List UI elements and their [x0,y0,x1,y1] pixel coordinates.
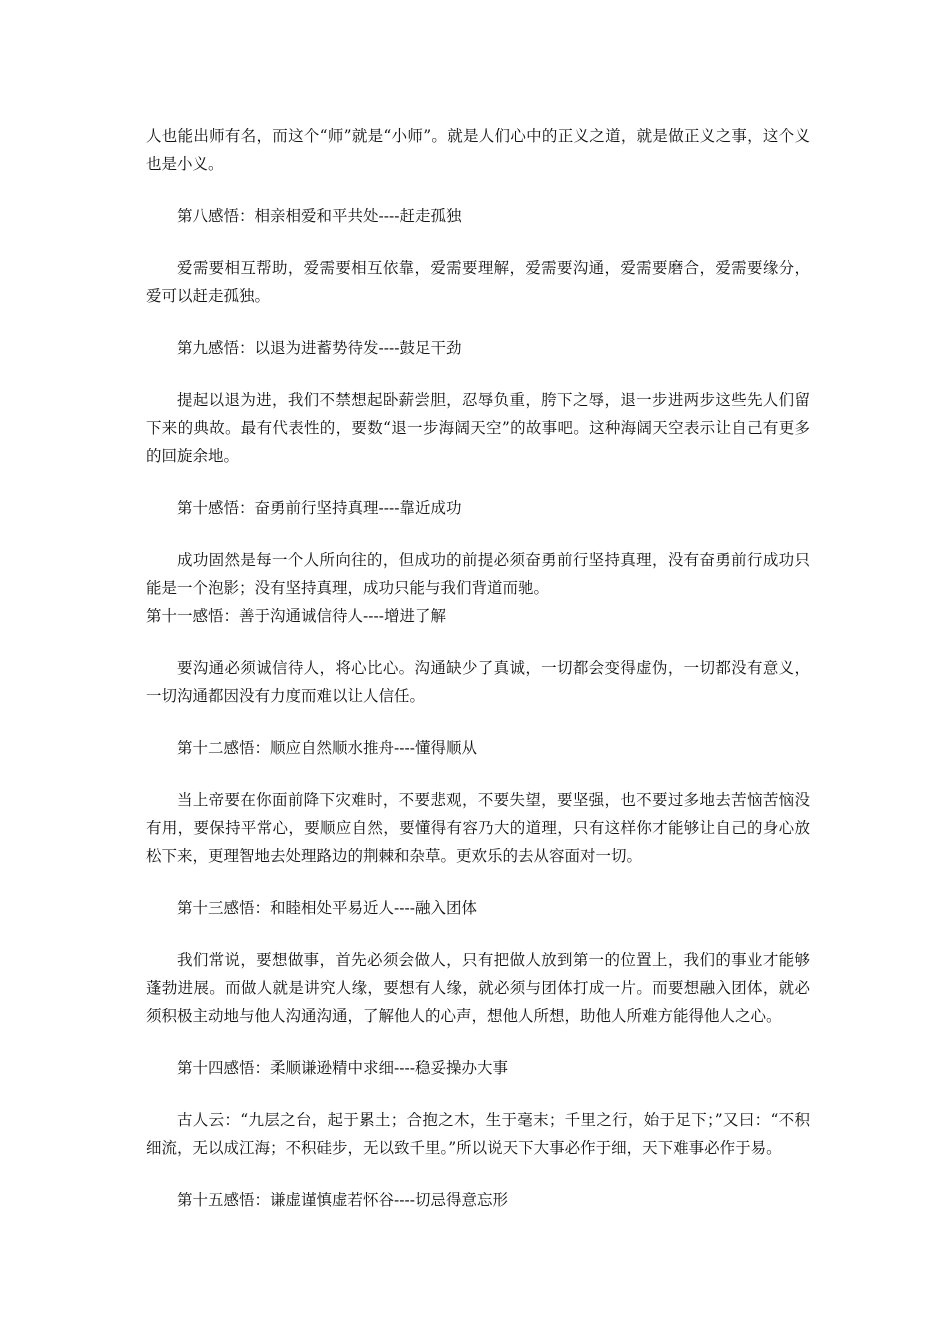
paragraph-gap [146,362,810,386]
section-heading-15: 第十五感悟：谦虚谨慎虚若怀谷----切忌得意忘形 [177,1191,508,1209]
paragraph-gap [146,630,810,654]
section-heading-8: 第八感悟：相亲相爱和平共处----赶走孤独 [177,207,462,225]
section-heading-12: 第十二感悟：顺应自然顺水推舟----懂得顺从 [177,739,477,757]
section-heading-14: 第十四感悟：柔顺谦逊精中求细----稳妥操办大事 [177,1059,508,1077]
paragraph-intro: 人也能出师有名，而这个“师”就是“小师”。就是人们心中的正义之道，就是做正义之事，这个义也是小义。 [146,127,810,173]
paragraph-gap [146,710,810,734]
paragraph-gap [146,762,810,786]
paragraph-12: 当上帝要在你面前降下灾难时，不要悲观，不要失望，要坚强，也不要过多地去苦恼苦恼没有用，要保持平常心，要顺应自然，要懂得有容乃大的道理，只有这样你才能够让自己的身心放松下来，更理智地去处理路边的荆棘和杂草。更欢乐的去从容面对一切。 [146,791,810,865]
paragraph-14: 古人云：“九层之台，起于累土；合抱之木，生于毫末；千里之行，始于足下；”又曰：“不积细流，无以成江海；不积硅步，无以致千里。”所以说天下大事必作于细，天下难事必作于易。 [146,1111,810,1157]
section-heading-11: 第十一感悟：善于沟通诚信待人----增进了解 [146,607,446,625]
paragraph-gap [146,310,810,334]
paragraph-13: 我们常说，要想做事，首先必须会做人，只有把做人放到第一的位置上，我们的事业才能够蓬勃进展。而做人就是讲究人缘，要想有人缘，就必须与团体打成一片。而要想融入团体，就必须积极主动地与他人沟通沟通，了解他人的心声，想他人所想，助他人所难方能得他人之心。 [146,951,810,1025]
section-heading-13: 第十三感悟：和睦相处平易近人----融入团体 [177,899,477,917]
paragraph-9: 提起以退为进，我们不禁想起卧薪尝胆，忍辱负重，胯下之辱，退一步进两步这些先人们留下来的典故。最有代表性的，要数“退一步海阔天空”的故事吧。这种海阔天空表示让自己有更多的回旋余地。 [146,391,810,465]
text-column [146,122,810,1214]
section-heading-9: 第九感悟：以退为进蓄势待发----鼓足干劲 [177,339,462,357]
paragraph-gap [146,522,810,546]
paragraph-gap [146,230,810,254]
paragraph-8: 爱需要相互帮助，爱需要相互依靠，爱需要理解，爱需要沟通，爱需要磨合，爱需要缘分，爱可以赶走孤独。 [146,259,810,305]
paragraph-gap [146,470,810,494]
paragraph-gap [146,1082,810,1106]
paragraph-gap [146,870,810,894]
paragraph-gap [146,1030,810,1054]
paragraph-gap [146,1162,810,1186]
paragraph-11: 要沟通必须诚信待人，将心比心。沟通缺少了真诚，一切都会变得虚伪，一切都没有意义，一切沟通都因没有力度而难以让人信任。 [146,659,810,705]
paragraph-10: 成功固然是每一个人所向往的，但成功的前提必须奋勇前行坚持真理，没有奋勇前行成功只能是一个泡影；没有坚持真理，成功只能与我们背道而驰。 [146,551,810,597]
paragraph-gap [146,922,810,946]
paragraph-gap [146,178,810,202]
section-heading-10: 第十感悟：奋勇前行坚持真理----靠近成功 [177,499,462,517]
